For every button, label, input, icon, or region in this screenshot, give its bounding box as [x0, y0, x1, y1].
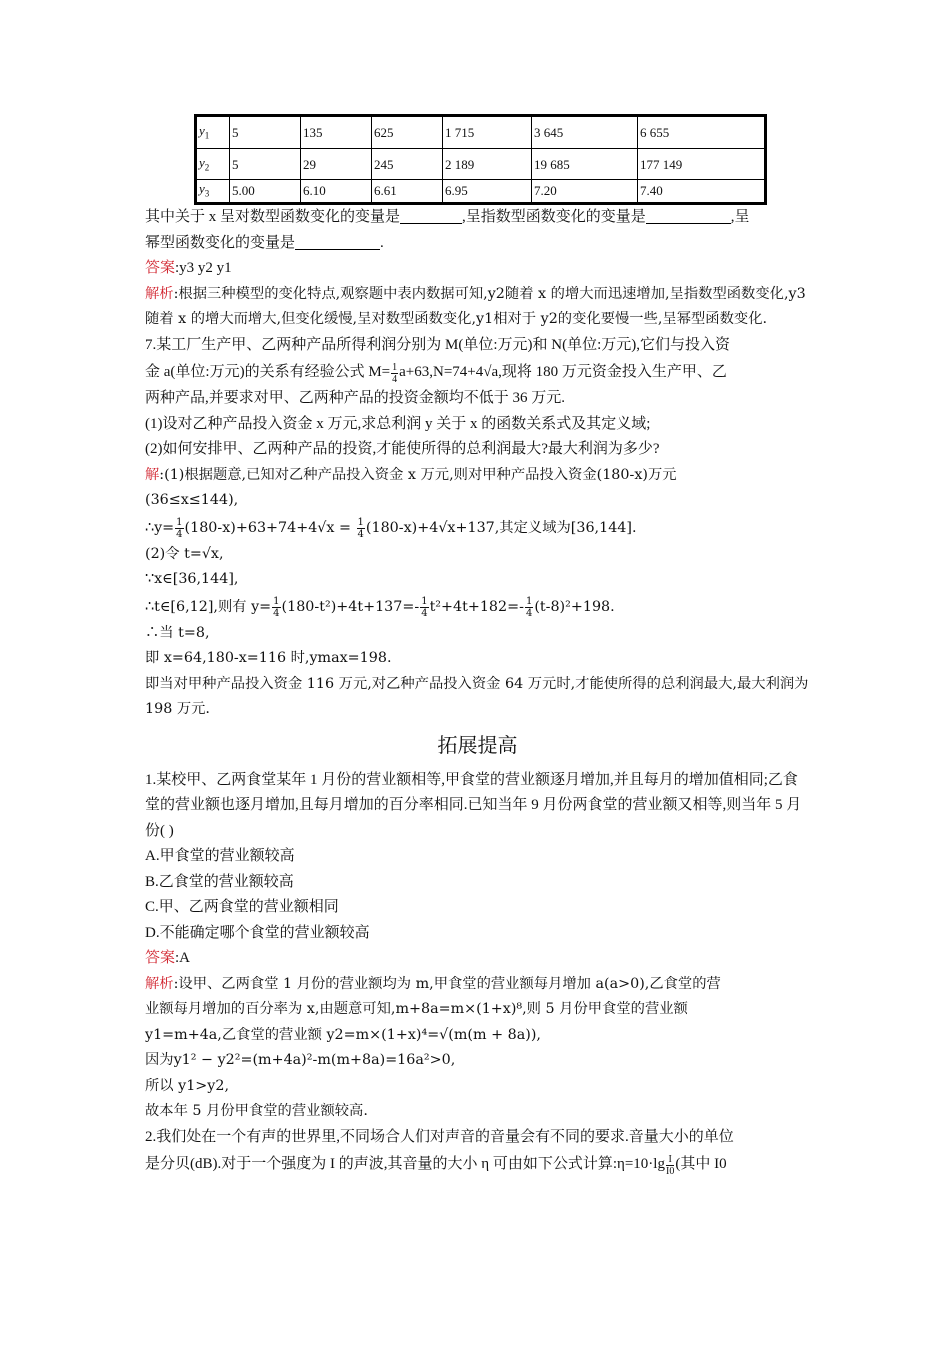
table-row	[196, 148, 766, 180]
q7-solution: 解:(1)根据题意,已知对乙种产品投入资金 x 万元,则对甲种产品投入资金(180-x)万元	[145, 466, 677, 483]
answer-blank	[400, 206, 462, 224]
table-cell: 6.10	[301, 180, 372, 204]
e1-answer: 答案:A	[145, 950, 191, 966]
q6-analysis: 解析:根据三种模型的变化特点,观察题中表内数据可知,y2随着 x 的增大而迅速增加,呈指数型函数变化,y3随着 x 的增大而增大,但变化缓慢,呈对数型函数变化,y1相对于 y2的变化要慢一些,呈幂型函数变化.	[145, 285, 806, 327]
q7-part2: (2)如何安排甲、乙两种产品的投资,才能使所得的总利润最大?最大利润为多少?	[145, 441, 660, 457]
table-row	[196, 116, 766, 149]
row-label: $y_2$	[196, 148, 230, 180]
solution-label: 解	[145, 466, 160, 483]
table-cell: 7.40	[638, 180, 766, 204]
fraction: $\frac{I}{I0}$	[665, 1153, 675, 1177]
table-cell: 29	[301, 148, 372, 180]
fraction: $\frac{1}{4}$	[421, 596, 428, 619]
e1-analysis-line: 故本年 5 月份甲食堂的营业额较高.	[145, 1103, 368, 1119]
table-row	[196, 180, 766, 204]
table-cell: 6 655	[638, 116, 766, 149]
table-cell: 3 645	[532, 116, 638, 149]
table-cell: 177 149	[638, 148, 766, 180]
e1-analysis-line: 所以 y1>y2,	[145, 1077, 230, 1094]
table-cell: 2 189	[443, 148, 532, 180]
table-cell: 6.61	[372, 180, 443, 204]
row-label: $y_3$	[196, 180, 230, 204]
table-cell: 5.00	[230, 180, 301, 204]
q7-solution-t: ∴当 t=8,	[145, 624, 210, 641]
e1-analysis-line: 因为y1² − y2²=(m+4a)²-m(m+8a)=16a²>0,	[145, 1052, 456, 1068]
table-cell: 245	[372, 148, 443, 180]
q6-question: 其中关于 x 呈对数型函数变化的变量是 ,呈指数型函数变化的变量是 ,呈 幂型函数变化的变量是 .	[145, 205, 810, 256]
q7-solution-formula: ∴y= $\frac{1}{4}$ (180-x)+63+74+4√x = $\frac{1}{4}$ (180-x)+4√x+137,其定义域为[36,144].	[145, 517, 637, 540]
answer-label: 答案	[145, 260, 176, 276]
option-d: D.不能确定哪个食堂的营业额较高	[145, 924, 370, 941]
q7-solution-conclusion: 即当对甲种产品投入资金 116 万元,对乙种产品投入资金 64 万元时,才能使所得的总利润最大,最大利润为 198 万元.	[145, 675, 809, 717]
answer-blank	[295, 232, 380, 250]
q7-solution-sub: (2)令 t=√x,	[145, 545, 224, 562]
analysis-label: 解析	[145, 285, 174, 302]
table-cell: 625	[372, 116, 443, 149]
e1-question: 1.某校甲、乙两食堂某年 1 月份的营业额相等,甲食堂的营业额逐月增加,并且每月的增加值相同;乙食堂的营业额也逐月增加,且每月增加的百分率相同.已知当年 9 月份两食堂的营业额又相等,则当年 5 月份( )	[145, 771, 802, 839]
q7-question-line3: 两种产品,并要求对甲、乙两种产品的投资金额均不低于 36 万元.	[145, 390, 566, 406]
table-cell: 7.20	[532, 180, 638, 204]
table-cell: 135	[301, 116, 372, 149]
table-cell: 1 715	[443, 116, 532, 149]
q6-answer: 答案:y3 y2 y1	[145, 260, 232, 276]
q7-solution-quadratic: ∴t∈[6,12],则有 y= $\frac{1}{4}$ (180-t²)+4t+137=- $\frac{1}{4}$ t²+4t+182=- $\frac{1}{4}$ (t-8)²+198.	[145, 596, 615, 619]
option-a: A.甲食堂的营业额较高	[145, 848, 295, 864]
q7-question-line2: 金 a(单位:万元)的关系有经验公式 M= $\frac{1}{4}$ a+63,N=74+4√a,现将 180 万元资金投入生产甲、乙	[145, 361, 727, 385]
fraction: $\frac{1}{4}$	[392, 361, 398, 385]
table-cell: 19 685	[532, 148, 638, 180]
e2-question-line2: 是分贝(dB).对于一个强度为 I 的声波,其音量的大小 η 可由如下公式计算:η=10·lg $\frac{I}{I0}$ (其中 I0	[145, 1153, 727, 1177]
option-b: B.乙食堂的营业额较高	[145, 873, 294, 890]
e1-analysis-line: y1=m+4a,乙食堂的营业额 y2=m×(1+x)⁴=√(m(m + 8a)),	[145, 1026, 541, 1043]
e2-question: 2.我们处在一个有声的世界里,不同场合人们对声音的音量会有不同的要求.音量大小的单位	[145, 1128, 734, 1145]
fraction: $\frac{1}{4}$	[525, 596, 533, 619]
table-cell: 6.95	[443, 180, 532, 204]
q7-question: 7.某工厂生产甲、乙两种产品所得利润分别为 M(单位:万元)和 N(单位:万元),它们与投入资	[145, 336, 730, 353]
q7-solution-x: 即 x=64,180-x=116 时,ymax=198.	[145, 650, 392, 666]
fraction: $\frac{1}{4}$	[357, 517, 364, 540]
fraction: $\frac{1}{4}$	[176, 517, 183, 540]
q7-solution-domain: (36≤x≤144),	[145, 492, 239, 508]
data-table	[194, 114, 767, 205]
analysis-label: 解析	[145, 975, 174, 992]
q7-part1: (1)设对乙种产品投入资金 x 万元,求总利润 y 关于 x 的函数关系式及其定义域;	[145, 415, 651, 432]
section-title: 拓展提高	[437, 732, 518, 757]
row-label: $y_1$	[196, 116, 230, 149]
option-c: C.甲、乙两食堂的营业额相同	[145, 899, 339, 915]
q7-solution-range: ∵x∈[36,144],	[145, 571, 239, 587]
table-cell: 5	[230, 148, 301, 180]
fraction: $\frac{1}{4}$	[273, 596, 280, 619]
e1-analysis: 解析:设甲、乙两食堂 1 月份的营业额均为 m,甲食堂的营业额每月增加 a(a>0),乙食堂的营	[145, 975, 721, 992]
e1-analysis-line: 业额每月增加的百分率为 x,由题意可知,m+8a=m×(1+x)⁸,则 5 月份甲食堂的营业额	[145, 1001, 688, 1017]
table-cell: 5	[230, 116, 301, 149]
answer-blank	[646, 206, 731, 224]
answer-label: 答案	[145, 950, 176, 966]
body-text	[145, 205, 810, 1178]
